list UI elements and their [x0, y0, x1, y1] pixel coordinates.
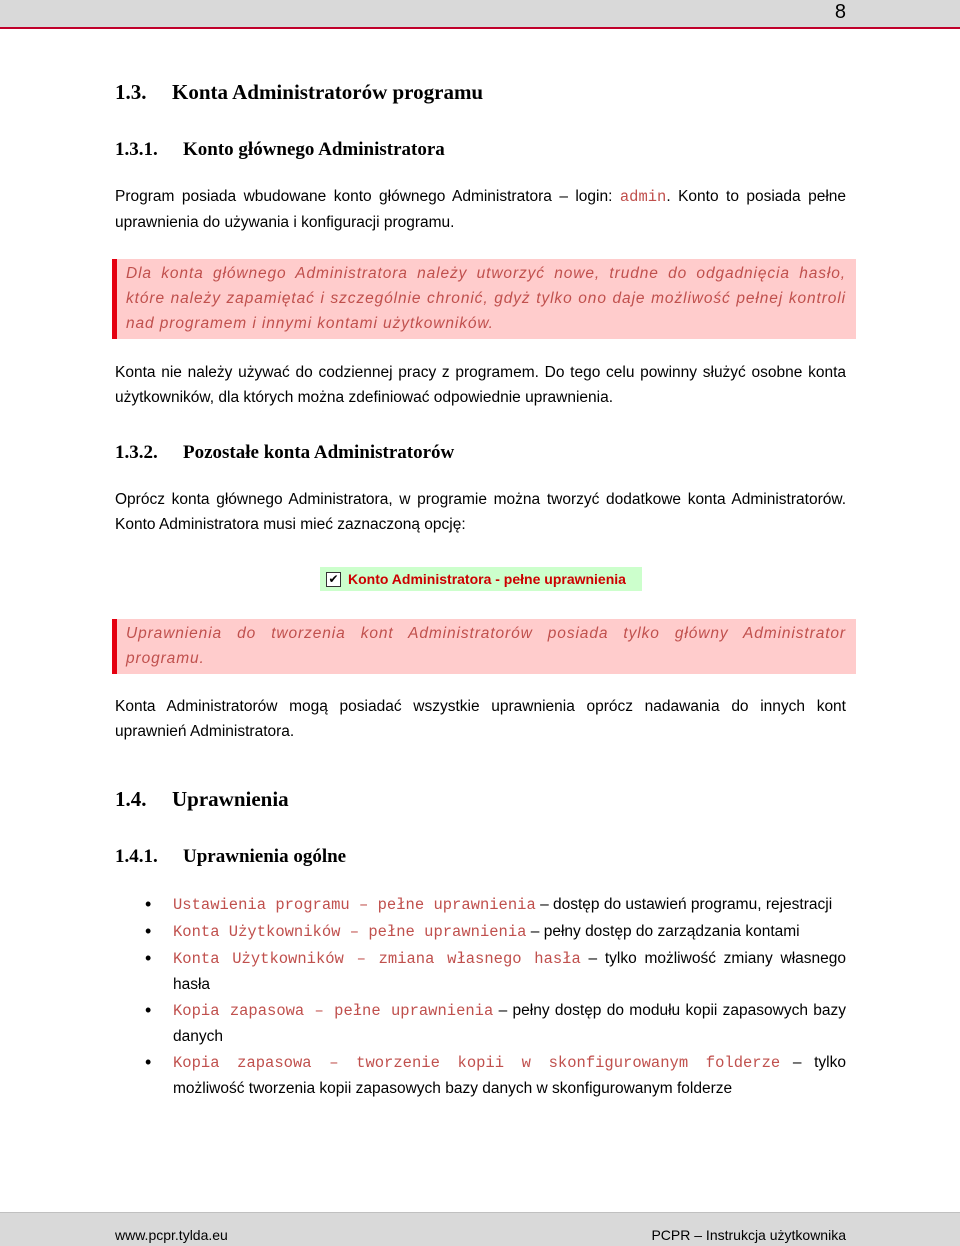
page-number: 8: [834, 1, 846, 23]
footer-website: www.pcpr.tylda.eu: [115, 1227, 228, 1243]
section-number: 1.3.1.: [115, 139, 158, 160]
list-item: [145, 919, 846, 945]
paragraph-additional-admins: Oprócz konta głównego Administratora, w programie można tworzyć dodatkowe konta Administratorów. Konto Administratora musi mieć zaznaczoną opcję:: [115, 491, 846, 533]
paragraph-admin-login: [115, 184, 846, 235]
section-title: Konta Administratorów programu: [172, 80, 484, 104]
permission-description: – pełny dostęp do modułu kopii zapasowych bazy danych: [173, 1002, 846, 1045]
permissions-list: [145, 892, 846, 1102]
section-title: Pozostałe konta Administratorów: [183, 442, 455, 463]
bullet-icon: •: [145, 1052, 152, 1072]
permission-description: – pełny dostęp do zarządzania kontami: [526, 923, 800, 940]
section-title: Uprawnienia: [172, 787, 289, 811]
section-number: 1.3.: [115, 80, 147, 104]
bullet-icon: •: [145, 894, 152, 914]
section-title: Konto głównego Administratora: [183, 139, 445, 160]
list-item: [145, 946, 846, 997]
section-heading-1-3-2: [115, 441, 454, 465]
checkbox-checked-icon[interactable]: ✔: [326, 572, 341, 587]
section-heading-1-4: [115, 786, 289, 812]
permission-description: – tylko możliwość tworzenia kopii zapasowych bazy danych w skonfigurowanym folderze: [173, 1054, 846, 1097]
bullet-icon: •: [145, 948, 152, 968]
list-item: [145, 1050, 846, 1101]
permission-code: Kopia zapasowa – tworzenie kopii w skonfigurowanym folderze: [173, 1054, 781, 1072]
section-heading-1-4-1: [115, 845, 346, 869]
permission-code: Kopia zapasowa – pełne uprawnienia: [173, 1002, 494, 1020]
bullet-icon: •: [145, 921, 152, 941]
permission-code: Ustawienia programu – pełne uprawnienia: [173, 896, 536, 914]
login-code: admin: [619, 188, 667, 206]
section-heading-1-3-1: [115, 138, 445, 162]
list-item: [145, 998, 846, 1049]
permission-code: Konta Użytkowników – zmiana własnego hasła: [173, 950, 581, 968]
section-number: 1.4.1.: [115, 846, 158, 867]
list-item: [145, 892, 846, 918]
section-title: Uprawnienia ogólne: [183, 846, 347, 867]
footer-doc-title: PCPR – Instrukcja użytkownika: [651, 1227, 846, 1243]
text-run: Program posiada wbudowane konto głównego Administratora – login:: [115, 188, 620, 205]
permission-description: – tylko możliwość zmiany własnego hasła: [173, 950, 846, 993]
paragraph-daily-use: Konta nie należy używać do codziennej pracy z programem. Do tego celu powinny służyć osobne konta użytkowników, dla których można zdefiniować odpowiednie uprawnienia.: [115, 364, 846, 406]
section-number: 1.4.: [115, 787, 147, 811]
paragraph-admin-rights: Konta Administratorów mogą posiadać wszystkie uprawnienia oprócz nadawania do innych kont uprawnień Administratora.: [115, 698, 846, 740]
bullet-icon: •: [145, 1000, 152, 1020]
warning-note-password: Dla konta głównego Administratora należy utworzyć nowe, trudne do odgadnięcia hasło, które należy zapamiętać i szczególnie chronić, gdyż tylko ono daje możliwość pełnej kontroli nad programem i innymi kontami użytkowników.: [112, 259, 856, 339]
page-header-bar: [0, 0, 960, 29]
permission-code: Konta Użytkowników – pełne uprawnienia: [173, 923, 527, 941]
permission-description: – dostęp do ustawień programu, rejestracji: [535, 896, 833, 913]
section-heading-1-3: [115, 79, 483, 105]
warning-note-admin-creation: Uprawnienia do tworzenia kont Administratorów posiada tylko główny Administrator programu.: [112, 619, 856, 674]
text-run: . Konto to posiada pełne uprawnienia do używania i konfiguracji programu.: [115, 188, 846, 231]
checkbox-label: Konto Administratora - pełne uprawnienia: [348, 571, 626, 587]
admin-full-rights-option[interactable]: [320, 567, 642, 591]
section-number: 1.3.2.: [115, 442, 158, 463]
